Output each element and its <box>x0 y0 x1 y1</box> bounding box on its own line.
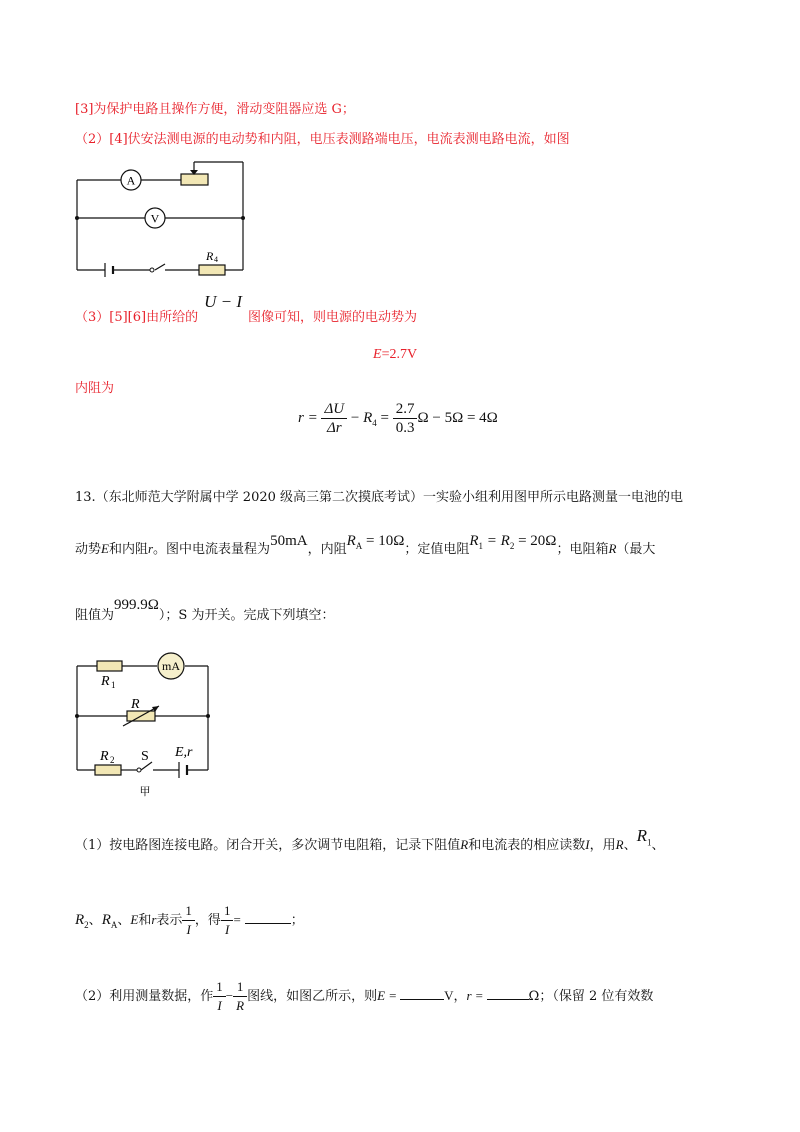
resistor-r2-icon <box>95 765 121 775</box>
r4-sub: 4 <box>214 255 218 264</box>
answer-line-3-prefix: （3）[5][6]由所给的 <box>75 310 199 325</box>
switch-label: S <box>141 749 149 764</box>
emf-number: =2.7V <box>381 347 418 362</box>
answer-blank-e[interactable] <box>400 998 444 1000</box>
answer-line-3 <box>75 292 418 326</box>
battery-label: E,r <box>175 745 193 760</box>
r1-sub: 1 <box>111 680 116 690</box>
ammeter-label: A <box>126 173 136 188</box>
internal-resistance-label: 内阻为 <box>75 381 115 396</box>
resistor-r1-icon <box>97 661 122 671</box>
resistance-formula: r = $\frac{\Delta U}{\Delta r}$ − $R_4$ = $\frac{2.7}{0.3}$ Ω − 5Ω = 4Ω <box>298 401 498 436</box>
question-13-line-1: 13.（东北师范大学附属中学 2020 级高三第二次摸底考试）一实验小组利用图甲所示电路测量一电池的电 <box>75 490 684 505</box>
ra-value: $R_A = 10\Omega$ <box>346 533 405 551</box>
emf-var: E <box>373 347 382 362</box>
switch-icon <box>150 268 154 272</box>
circuit-diagram-2 <box>65 650 225 800</box>
question-13-line-2: 动势E和内阻r。图中电流表量程为50mA，内阻$R_A = 10\Omega$；定值电阻$R_1 = R_2 = 20\Omega$；电阻箱R（最大 <box>75 533 656 557</box>
r2-label: R <box>100 749 109 764</box>
emf-value <box>373 347 417 363</box>
question-13-line-3: 阻值为999.9Ω）；S 为开关。完成下列填空： <box>75 597 335 623</box>
answer-blank-r[interactable] <box>487 998 529 1000</box>
r4-label: R <box>206 249 214 263</box>
question-part-1-line-2: $R_2$、$R_A$、E和r表示 $\frac{1}{I}$ ，得 $\frac{1}{I}$ = ； <box>75 903 304 937</box>
voltmeter-label: V <box>150 211 160 226</box>
figure-caption: 甲 <box>139 785 151 798</box>
fraction-1: $\frac{\Delta U}{\Delta r}$ <box>321 400 347 437</box>
answer-blank-1[interactable] <box>245 922 291 924</box>
question-part-2-line: （2）利用测量数据，作 $\frac{1}{I}$ − $\frac{1}{R}$ 图线，如图乙所示，则E = V，r = Ω；（保留 2 位有效数 <box>75 979 654 1013</box>
ammeter-range: 50mA <box>270 533 308 549</box>
rheostat-icon <box>181 174 208 185</box>
fraction-2: $\frac{2.7}{0.3}$ <box>393 400 418 437</box>
question-part-1-line-1: （1）按电路图连接电路。闭合开关，多次调节电阻箱，记录下阻值R和电流表的相应读数I，用R、$R_1$、 <box>75 826 665 853</box>
fraction-one-over-i-3: $\frac{1}{I}$ <box>213 978 226 1015</box>
ui-formula: U − I <box>204 292 243 311</box>
formula-lhs: r = <box>298 409 318 426</box>
max-resistance: 999.9Ω <box>114 597 159 613</box>
r2-sub: 2 <box>110 755 115 765</box>
switch-s-icon <box>137 768 141 772</box>
fraction-one-over-i: $\frac{1}{I}$ <box>182 902 195 939</box>
answer-line-3-suffix: 图像可知，则电源的电动势为 <box>248 310 418 325</box>
resistor-r4-icon <box>199 265 225 275</box>
answer-line-1: [3]为保护电路且操作方便，滑动变阻器应选 G； <box>75 102 355 117</box>
r1-r2-value: $R_1 = R_2 = 20\Omega$ <box>469 533 557 551</box>
circuit-diagram-1 <box>65 148 265 283</box>
milliammeter-label: mA <box>162 659 180 673</box>
r1-symbol: $R_1$ <box>636 826 652 848</box>
rbox-label: R <box>131 697 140 712</box>
fraction-one-over-i-2: $\frac{1}{I}$ <box>221 902 234 939</box>
answer-line-2: （2）[4]伏安法测电源的电动势和内阻，电压表测路端电压，电流表测电路电流，如图 <box>75 132 570 147</box>
fraction-one-over-r: $\frac{1}{R}$ <box>233 978 247 1015</box>
r1-label: R <box>101 674 110 689</box>
